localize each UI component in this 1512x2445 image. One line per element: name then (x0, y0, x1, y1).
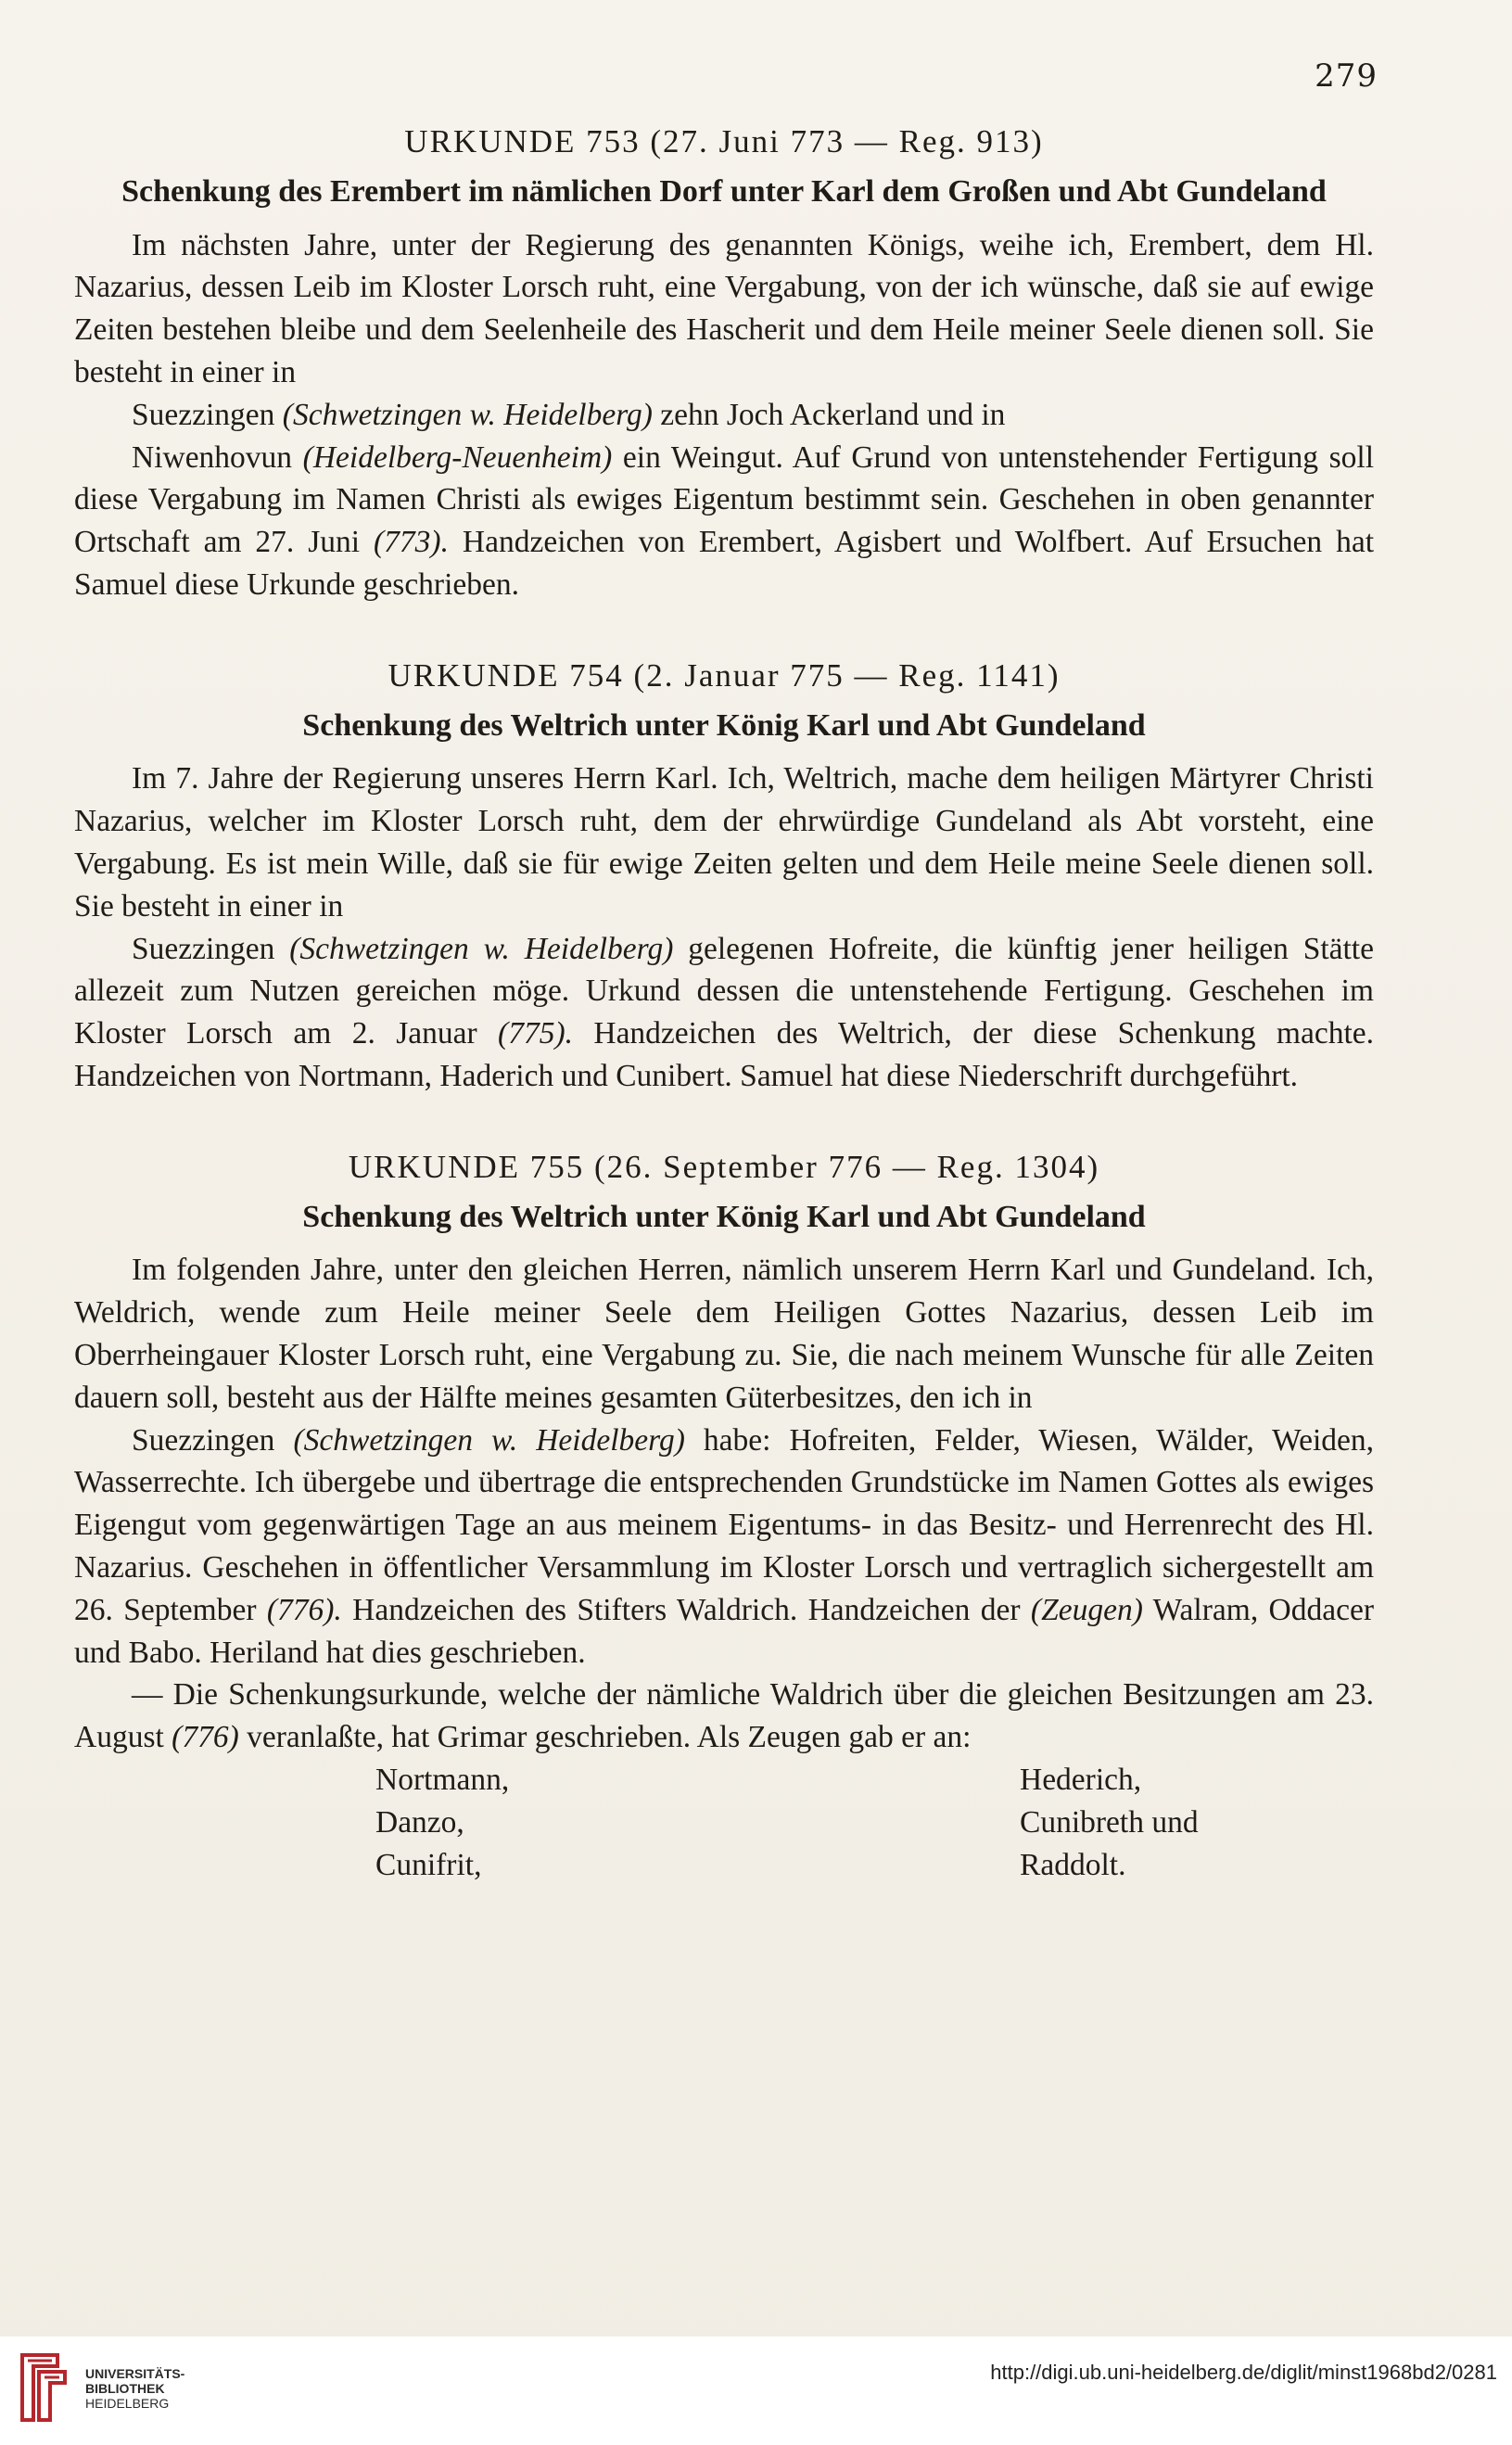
place-name: Niwenhovun (132, 439, 293, 475)
charter-heading-753: URKUNDE 753 (27. Juni 773 — Reg. 913) (404, 123, 1044, 159)
charter-subheading-754: Schenkung des Weltrich unter König Karl und Abt Gundeland (302, 707, 1146, 743)
witness-name: Raddolt. (1020, 1847, 1126, 1882)
place-paragraph (74, 437, 1374, 606)
place-paragraph (74, 928, 1374, 1098)
witness-name: Cunibreth und (1020, 1804, 1199, 1840)
signature-text: Handzeichen des Weltrich, der diese Schenkung machte. Handzeichen von Nortmann, Haderich und Cunibert. Samuel hat diese Niederschrift durchgeführt. (74, 1016, 1375, 1093)
place-gloss: (Schwetzingen w. Heidelberg) (289, 931, 674, 966)
signature-text: Handzeichen von Erembert, Agisbert und Wolfbert. Auf Ersuchen hat Samuel diese Urkunde geschrieben. (74, 525, 1375, 602)
place-text: ein Weingut. Auf Grund von untenstehender Fertigung soll diese Vergabung im Namen Christi als ewiges Eigentum bestimmt sein. Geschehen in oben genannter Ortschaft am 27. Juni (74, 439, 1375, 560)
witness-name: Cunifrit, (375, 1847, 482, 1882)
place-paragraph (74, 1420, 1374, 1675)
charter-paragraph: Im nächsten Jahre, unter der Regierung des genannten Königs, weihe ich, Erembert, dem Hl. Nazarius, dessen Leib im Kloster Lorsch ruht, eine Vergabung, von der ich wünsche, daß sie auf ewige Zeiten bestehen bleibe und dem Seelenheile des Hascherit und dem Heile meiner Seele dienen soll. Sie besteht in einer in (74, 227, 1374, 389)
signature-text: Walram, Oddacer und Babo. Heriland hat dies geschrieben. (74, 1592, 1375, 1670)
place-gloss: (Schwetzingen w. Heidelberg) (293, 1422, 685, 1458)
witness-name: Nortmann, (375, 1762, 510, 1797)
charter-heading-755: URKUNDE 755 (26. September 776 — Reg. 1304) (348, 1148, 1100, 1185)
witness-name: Hederich, (1020, 1762, 1142, 1797)
date-gloss: (773). (374, 525, 449, 560)
charter-paragraph: Im 7. Jahre der Regierung unseres Herrn Karl. Ich, Weltrich, mache dem heiligen Märtyrer Christi Nazarius, welcher im Kloster Lorsch ruht, dem der ehrwürdige Gundeland als Abt vorsteht, eine Vergabung. Es ist mein Wille, daß sie für ewige Zeiten gelten und dem Heile meine Seele dienen soll. Sie besteht in einer in (74, 761, 1374, 923)
witness-name: Danzo, (375, 1804, 464, 1840)
place-name: Suezzingen (132, 931, 275, 966)
place-gloss: (Heidelberg-Neuenheim) (302, 439, 613, 475)
place-line (74, 394, 1374, 437)
witness-gloss: (Zeugen) (1030, 1592, 1143, 1627)
place-text: gelegenen Hofreite, die künftig jener heiligen Stätte allezeit zum Nutzen gereichen möge. Urkund dessen die untenstehende Fertigung. Geschehen im Kloster Lorsch am 2. Januar (74, 931, 1374, 1051)
signature-text: Handzeichen des Stifters Waldrich. Handzeichen der (352, 1592, 1021, 1627)
date-gloss: (776) (172, 1720, 239, 1755)
charter-subheading-753: Schenkung des Erembert im nämlichen Dorf unter Karl dem Großen und Abt Gundeland (121, 173, 1327, 209)
library-logo-text (85, 2366, 184, 2411)
footer-bar (0, 2337, 1512, 2445)
logo-line: BIBLIOTHEK (85, 2381, 165, 2396)
library-logo-icon (17, 2351, 70, 2424)
document-body (74, 121, 1374, 1887)
place-gloss: (Schwetzingen w. Heidelberg) (282, 397, 653, 432)
charter-subheading-755: Schenkung des Weltrich unter König Karl und Abt Gundeland (302, 1199, 1146, 1234)
place-name: Suezzingen (132, 1422, 275, 1458)
place-name: Suezzingen (132, 397, 275, 432)
logo-line: HEIDELBERG (85, 2396, 170, 2411)
charter-paragraph: Im folgenden Jahre, unter den gleichen Herren, nämlich unserem Herrn Karl und Gundeland. Ich, Weldrich, wende zum Heile meiner Seele dem Heiligen Gottes Nazarius, dessen Leib im Oberrheingauer Kloster Lorsch ruht, eine Vergabung zu. Sie, die nach meinem Wunsche für alle Zeiten dauern soll, besteht aus der Hälfte meines gesamten Güterbesitzes, den ich in (74, 1253, 1374, 1415)
addendum-text: — Die Schenkungsurkunde, welche der nämliche Waldrich über die gleichen Besitzungen am 23. August (74, 1677, 1374, 1755)
charter-heading-754: URKUNDE 754 (2. Januar 775 — Reg. 1141) (388, 656, 1061, 694)
logo-line: UNIVERSITÄTS- (85, 2366, 185, 2381)
date-gloss: (776). (266, 1592, 342, 1627)
addendum-paragraph (74, 1674, 1374, 1759)
witness-list (74, 1759, 1374, 1887)
place-text: habe: Hofreiten, Felder, Wiesen, Wälder, Weiden, Wasserrechte. Ich übergebe und übertrage die entsprechenden Grundstücke im Namen Gottes als ewiges Eigengut vom gegenwärtigen Tage an aus meinem Eigentums- in das Besitz- und Herrenrecht des Hl. Nazarius. Geschehen in öffentlicher Versammlung im Kloster Lorsch und vertraglich sichergestellt am 26. September (74, 1422, 1375, 1627)
addendum-text: veranlaßte, hat Grimar geschrieben. Als Zeugen gab er an: (247, 1720, 972, 1755)
page-number: 279 (1315, 57, 1378, 95)
place-text: zehn Joch Ackerland und in (660, 397, 1006, 432)
source-url-link[interactable]: http://digi.ub.uni-heidelberg.de/diglit/minst1968bd2/0281 (990, 2361, 1497, 2384)
date-gloss: (775). (498, 1016, 573, 1051)
